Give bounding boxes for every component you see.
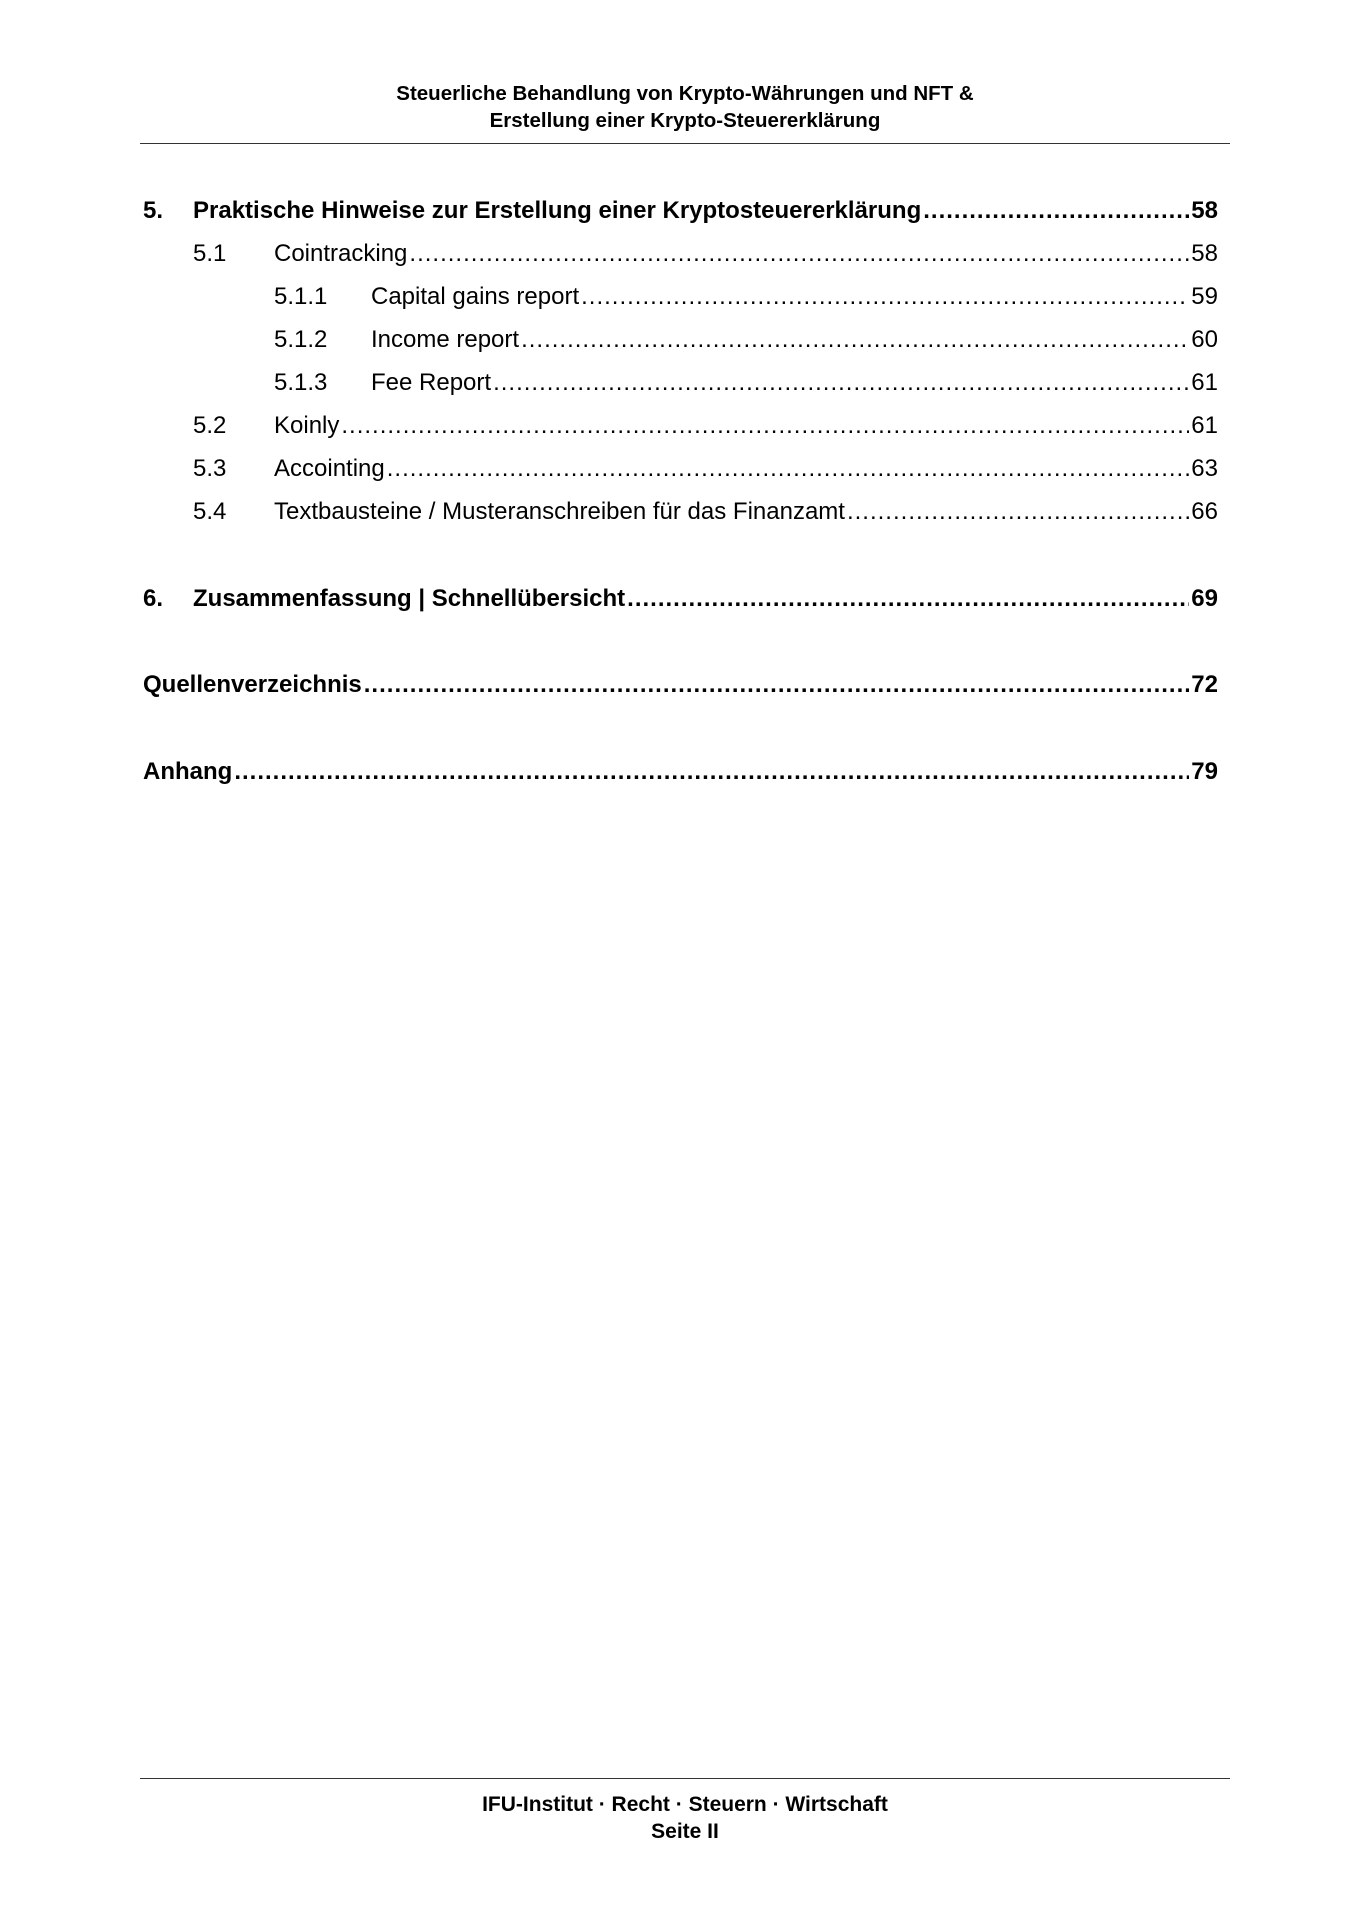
toc-entry-page: 59 [1191,283,1218,310]
toc-entry-number: 5.1.1 [274,283,328,310]
toc-entry-chapter-6[interactable] [143,583,1218,615]
toc-entry-page: 69 [1191,585,1218,612]
header-title-line-1: Steuerliche Behandlung von Krypto-Währungen und NFT & [396,82,974,105]
toc-entry-title: Cointracking [274,240,408,267]
toc-entry-number: 5.1.2 [274,326,328,353]
toc-entry-number: 5.1 [193,240,227,267]
toc-entry-5-4[interactable] [193,496,1218,528]
toc-entry-title: Quellenverzeichnis [143,671,362,698]
toc-entry-page: 61 [1191,369,1218,396]
running-header [140,80,1230,134]
toc-dot-leader [581,281,1189,313]
toc-entry-number: 6. [143,585,164,612]
toc-entry-number: 5.1.3 [274,369,328,396]
toc-dot-leader [409,238,1189,270]
toc-entry-page: 61 [1191,412,1218,439]
toc-entry-title: Zusammenfassung | Schnellübersicht [193,585,626,612]
toc-entry-5-1-1[interactable] [274,281,1218,313]
toc-entry-anhang[interactable] [143,756,1218,788]
toc-entry-page: 58 [1191,197,1218,224]
toc-dot-leader [341,410,1189,442]
toc-entry-title: Income report [371,326,520,353]
toc-entry-title: Textbausteine / Musteranschreiben für das Finanzamt [274,498,845,525]
toc-entry-page: 63 [1191,455,1218,482]
toc-entry-page: 60 [1191,326,1218,353]
toc-entry-title: Capital gains report [371,283,580,310]
toc-entry-page: 72 [1191,671,1218,698]
toc-dot-leader [923,195,1189,227]
toc-dot-leader [521,324,1189,356]
toc-dot-leader [364,669,1190,701]
toc-entry-quellenverzeichnis[interactable] [143,669,1218,701]
toc-entry-title: Accointing [274,455,385,482]
toc-entry-5-3[interactable] [193,453,1218,485]
footer-divider [140,1778,1230,1779]
toc-entry-title: Fee Report [371,369,492,396]
toc-entry-5-1-3[interactable] [274,367,1218,399]
toc-entry-title: Anhang [143,758,233,785]
toc-dot-leader [847,496,1189,528]
toc-entry-title: Koinly [274,412,340,439]
toc-entry-5-1[interactable] [193,238,1218,270]
toc-dot-leader [627,583,1189,615]
footer-institute: IFU-Institut · Recht · Steuern · Wirtschaft [482,1793,888,1816]
header-title-line-2: Erstellung einer Krypto-Steuererklärung [489,109,881,132]
toc-entry-page: 79 [1191,758,1218,785]
toc-dot-leader [493,367,1189,399]
toc-entry-page: 58 [1191,240,1218,267]
running-footer [140,1791,1230,1845]
toc-entry-5-1-2[interactable] [274,324,1218,356]
header-divider [140,143,1230,144]
toc-entry-title: Praktische Hinweise zur Erstellung einer Kryptosteuererklärung [193,197,922,224]
toc-entry-5-2[interactable] [193,410,1218,442]
toc-entry-number: 5.2 [193,412,227,439]
page-number: Seite II [651,1820,719,1843]
toc-dot-leader [387,453,1190,485]
toc-entry-number: 5.3 [193,455,227,482]
toc-dot-leader [234,756,1189,788]
toc-entry-number: 5. [143,197,164,224]
toc-entry-page: 66 [1191,498,1218,525]
toc-entry-number: 5.4 [193,498,227,525]
toc-entry-chapter-5[interactable] [143,195,1218,227]
